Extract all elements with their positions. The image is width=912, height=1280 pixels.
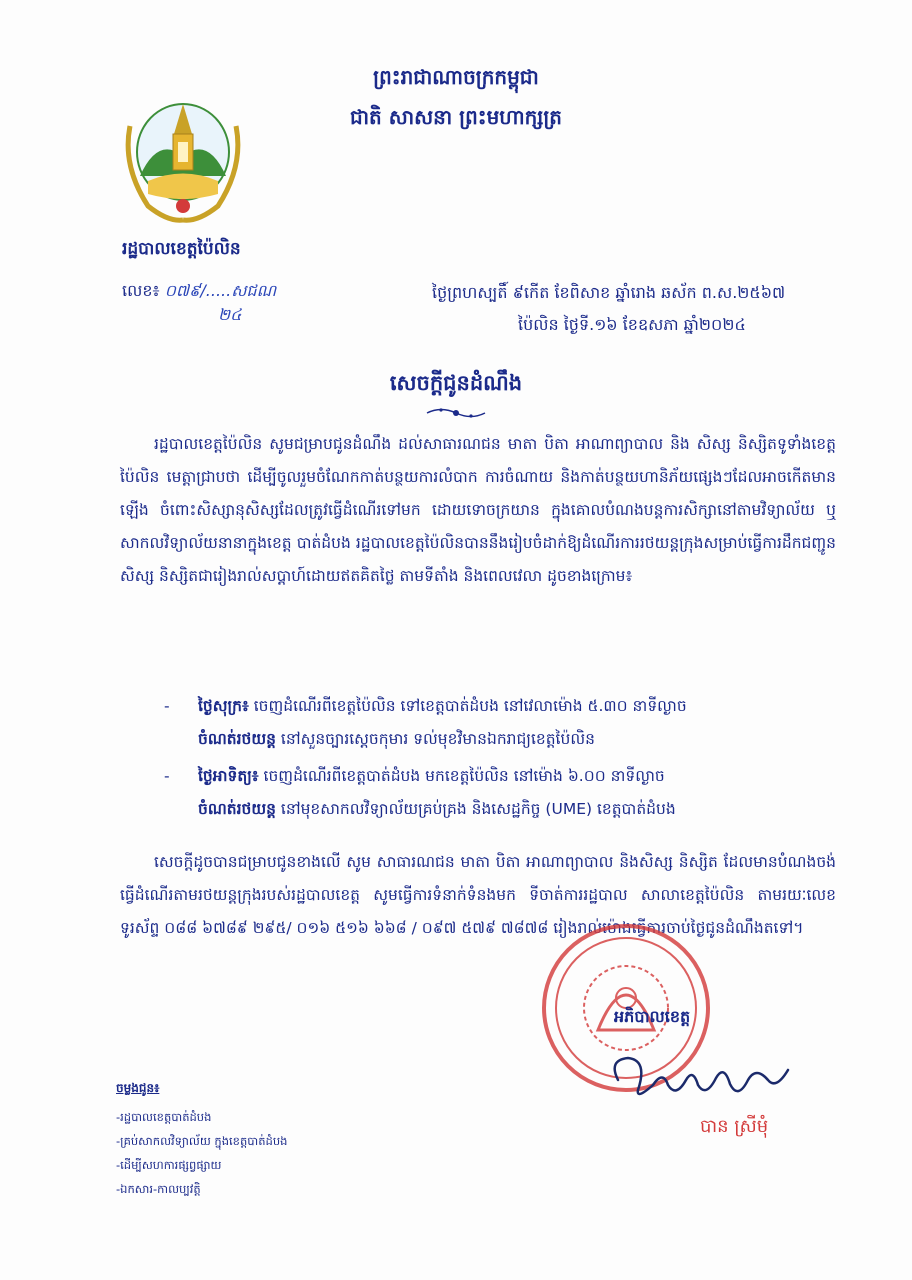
kingdom-header: ព្រះរាជាណាចក្រកម្ពុជា bbox=[373, 65, 539, 89]
national-motto: ជាតិ សាសនា ព្រះមហាក្សត្រ bbox=[350, 105, 562, 129]
schedule-item-sunday bbox=[164, 760, 844, 826]
schedule-day: ថ្ងៃសុក្រ៖ bbox=[198, 697, 249, 715]
stop-text: នៅមុខសាកលវិទ្យាល័យគ្រប់គ្រង និងសេដ្ឋកិច្ច (UME) ខេត្តបាត់ដំបង bbox=[275, 800, 676, 818]
handwritten-signature-icon bbox=[598, 1040, 798, 1110]
ornament-divider-icon bbox=[425, 404, 487, 422]
recipient-item: -ឯកសារ-កាលប្បវត្តិ bbox=[116, 1182, 201, 1196]
solar-date: ប៉ៃលិន ថ្ងៃទី.១៦ ខែឧសភា ឆ្នាំ២០២៤ bbox=[518, 315, 746, 334]
bullet-dash: - bbox=[164, 697, 170, 715]
recipient-item: -ដើម្បីសហការផ្សព្វផ្សាយ bbox=[116, 1158, 222, 1172]
reference-label: លេខ៖ bbox=[122, 281, 160, 300]
schedule-item-friday bbox=[164, 690, 844, 756]
stop-text: នៅសួនច្បារស្ដេចកុមារ ទល់មុខវិមានឯករាជ្យខេត្តប៉ៃលិន bbox=[275, 730, 595, 748]
stop-label: ចំណត់រថយន្ត bbox=[198, 730, 276, 748]
reference-handwritten: ២៤ bbox=[218, 305, 242, 324]
signatory-name: បាន ស្រីមុំ bbox=[700, 1116, 769, 1137]
schedule-text: ចេញដំណើរពីខេត្តប៉ៃលិន ទៅខេត្តបាត់ដំបង នៅវេលាម៉ោង ៥.៣០ នាទីល្ងាច bbox=[248, 697, 687, 715]
schedule-day: ថ្ងៃអាទិត្យ៖ bbox=[198, 767, 259, 785]
recipient-item: -គ្រប់សាកលវិទ្យាល័យ ក្នុងខេត្តបាត់ដំបង bbox=[116, 1134, 288, 1148]
recipient-item: -រដ្ឋបាលខេត្តបាត់ដំបង bbox=[116, 1110, 212, 1124]
reference-number bbox=[122, 280, 276, 328]
schedule-text: ចេញដំណើរពីខេត្តបាត់ដំបង មកខេត្តប៉ៃលិន នៅម៉ោង ៦.០០ នាទីល្ងាច bbox=[258, 767, 665, 785]
body-paragraph-1: រដ្ឋបាលខេត្តប៉ៃលិន សូមជម្រាបជូនដំណឹង ដល់សាធារណជន មាតា បិតា អាណាព្យាបាល និង សិស្ស និស្សិតទូទាំងខេត្តប៉ៃលិន មេត្តាជ្រាបថា ដើម្បីចូលរួមចំណែកកាត់បន្ថយការលំបាក ការចំណាយ និងកាត់បន្ថយហានិភ័យផ្សេងៗដែលអាចកើតមានឡើង ចំពោះសិស្សានុសិស្សដែលត្រូវធ្វើដំណើរទៅមក ដោយទោចក្រយាន ក្នុងគោលបំណងបន្តការសិក្សានៅតាមវិទ្យាល័យ ឬសាកលវិទ្យាល័យនានាក្នុងខេត្ត បាត់ដំបង រដ្ឋបាលខេត្តប៉ៃលិនបាននឹងរៀបចំដាក់ឱ្យដំណើរការរថយន្តក្រុងសម្រាប់ធ្វើការដឹកជញ្ជូនសិស្ស និស្សិតជារៀងរាល់សប្តាហ៍ដោយឥតគិតថ្លៃ តាមទីតាំង និងពេលវេលា ដូចខាងក្រោម៖ bbox=[120, 435, 836, 585]
provincial-emblem-icon bbox=[118, 86, 248, 228]
lunar-date: ថ្ងៃព្រហស្បតិ៍ ៩កើត ខែពិសាខ ឆ្នាំរោង ឆស័ក ព.ស.២៥៦៧ bbox=[432, 283, 786, 302]
document-title: សេចក្តីជូនដំណឹង bbox=[389, 371, 523, 395]
signatory-title: អភិបាលខេត្ត bbox=[614, 1007, 691, 1026]
body-paragraph-2: សេចក្តីដូចបានជម្រាបជូនខាងលើ សូម សាធារណជន មាតា បិតា អាណាព្យាបាល និងសិស្ស និស្សិត ដែលមានបំណងចង់ធ្វើដំណើរតាមរថយន្តក្រុងរបស់រដ្ឋបាលខេត្ត សូមធ្វើការទំនាក់ទំនងមក ទីចាត់ការរដ្ឋបាល សាលាខេត្តប៉ៃលិន តាមរយៈលេខទូរស័ព្ទ ០៨៨ ៦៧៨៩ ២៩៥/ ០១៦ ៥១៦ ៦៦៨ / ០៩៧ ៥៧៩ ៧៨៧៨ រៀងរាល់ម៉ោងធ្វើការចាប់ថ្ងៃជូនដំណឹងតទៅ។ bbox=[120, 853, 836, 937]
reference-value: ០៧៩/.....សជណ bbox=[164, 281, 277, 300]
issuing-authority: រដ្ឋបាលខេត្តប៉ៃលិន bbox=[122, 239, 241, 259]
copy-to-title: ចម្លងជូន៖ bbox=[116, 1081, 160, 1095]
bullet-dash: - bbox=[164, 767, 170, 785]
stop-label: ចំណត់រថយន្ត bbox=[198, 800, 276, 818]
